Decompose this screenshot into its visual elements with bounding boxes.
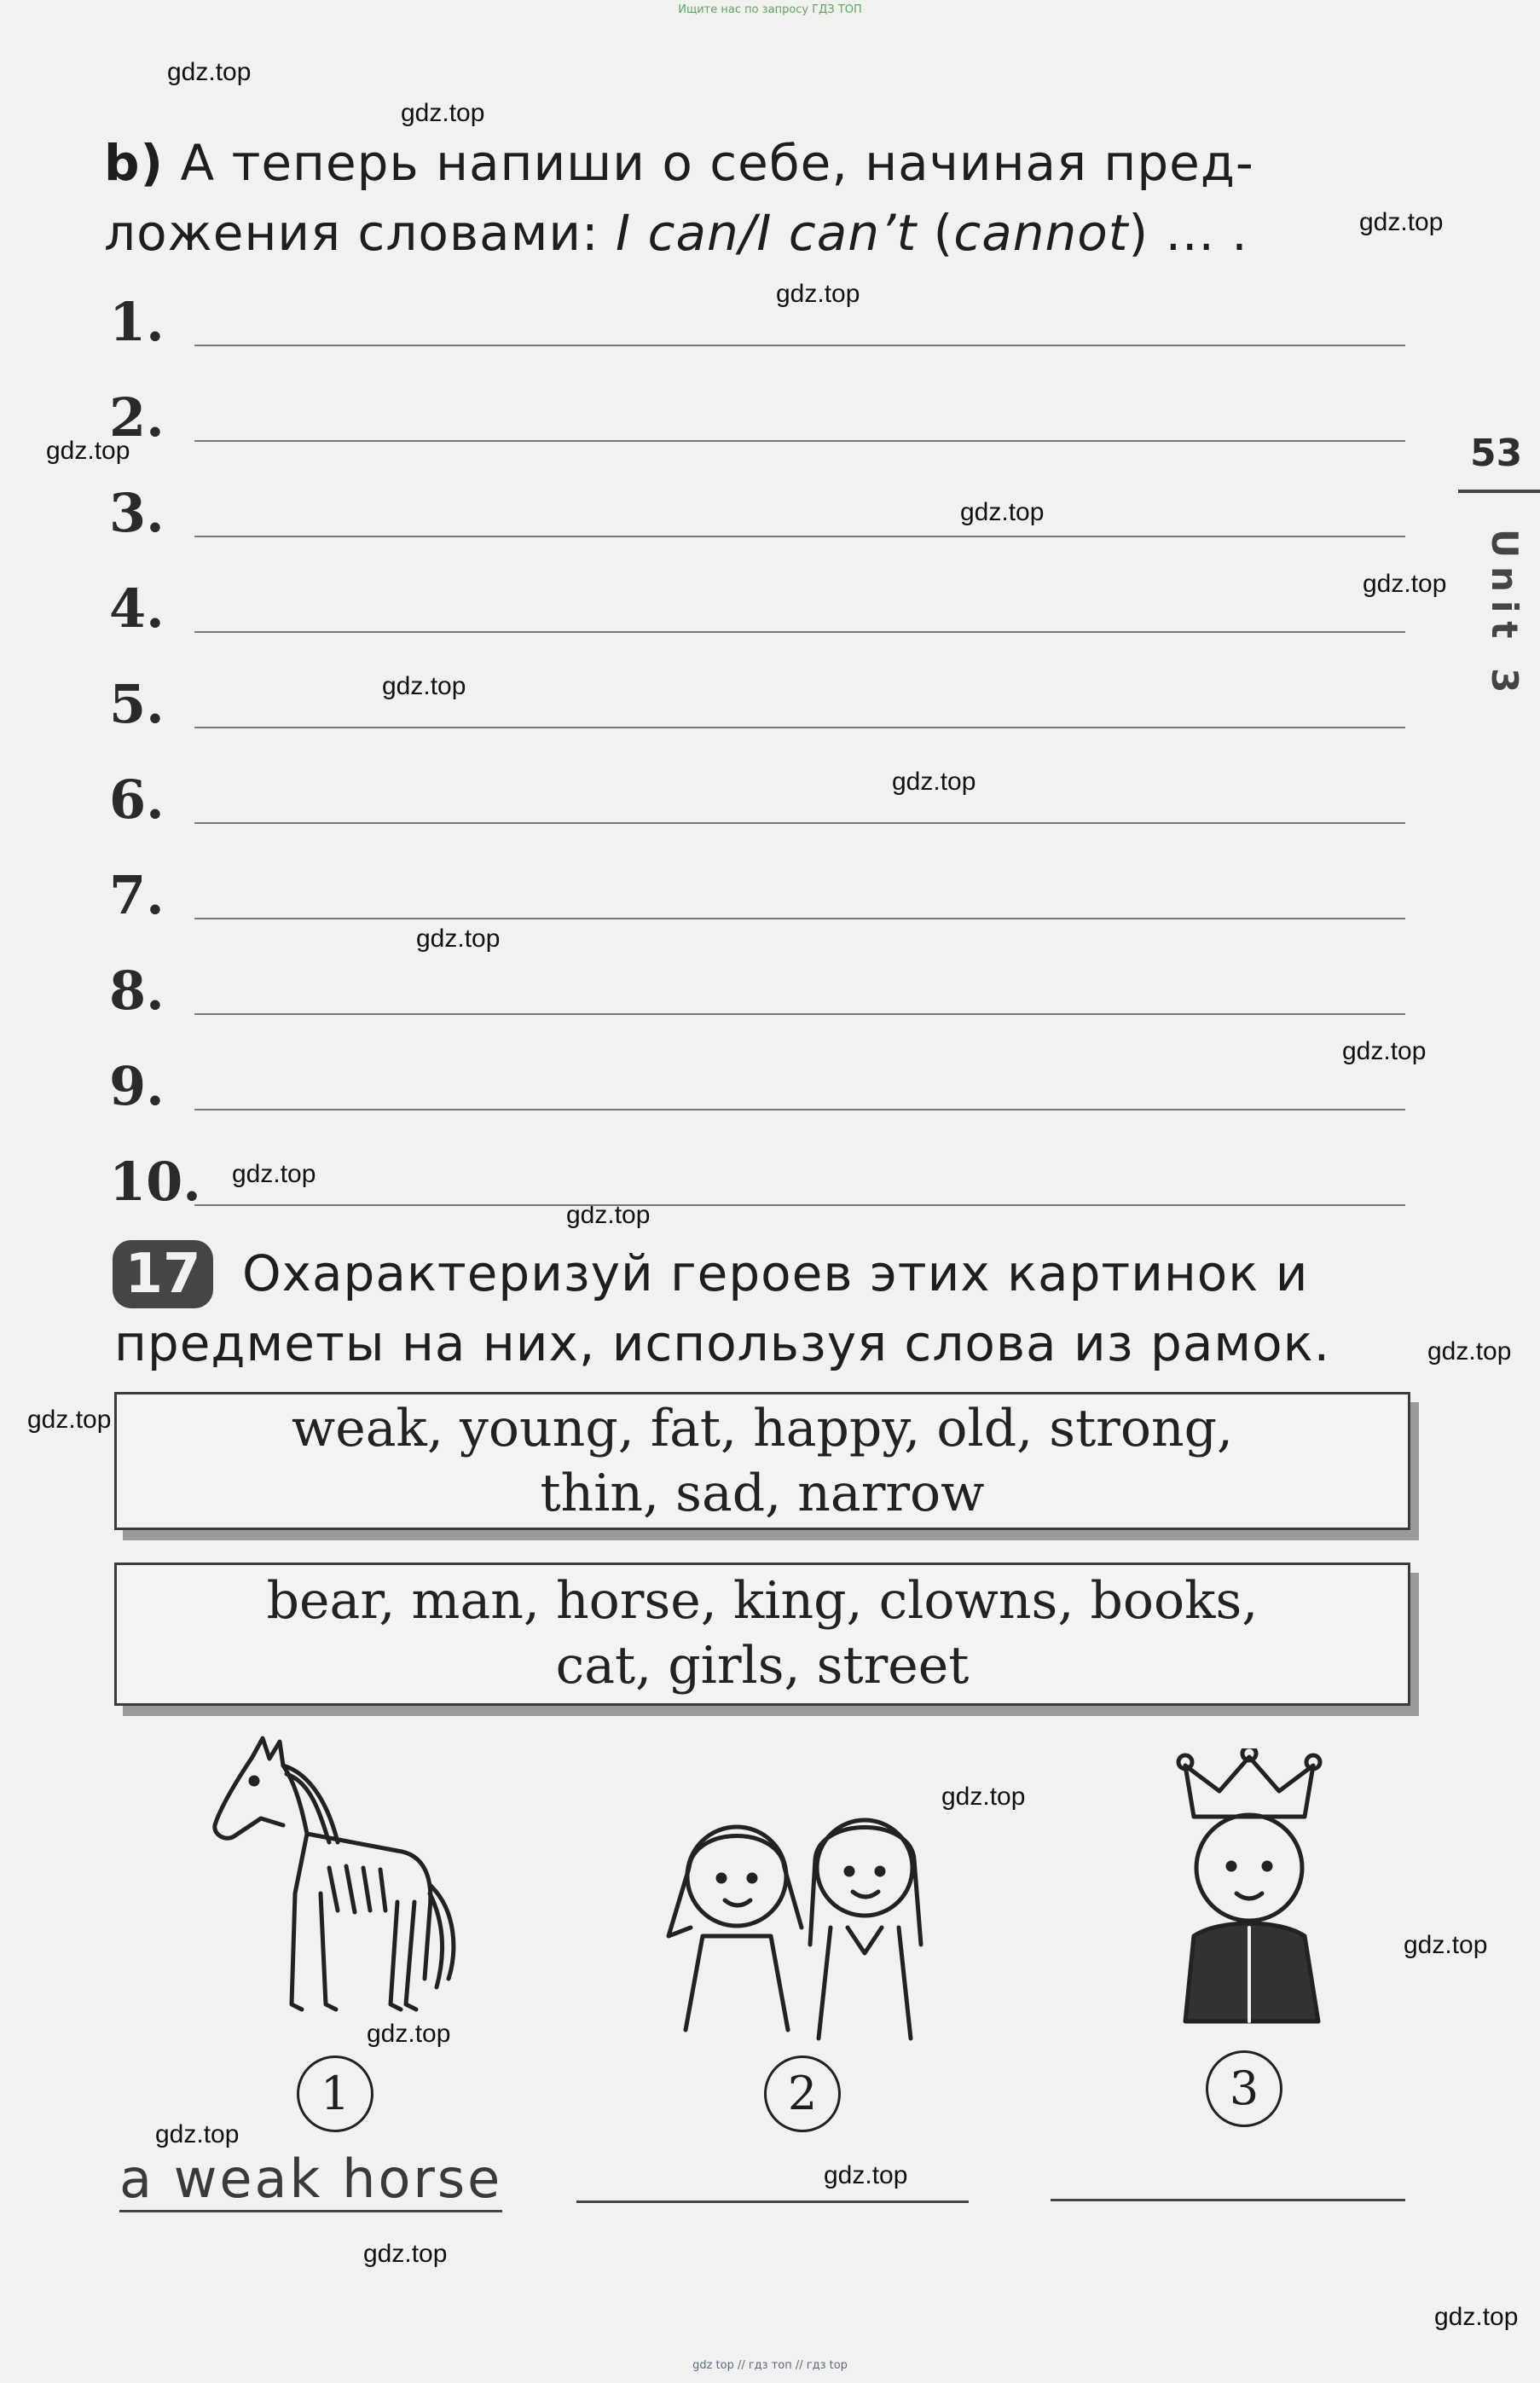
line-number: 4. [109,577,165,640]
picture-number-2: 2 [764,2055,841,2132]
watermark: gdz.top [363,2240,448,2268]
nouns-line: cat, girls, street [555,1636,970,1696]
line-number: 8. [109,960,165,1022]
adjectives-box [114,1392,1410,1530]
answer-line-3[interactable] [1051,2199,1405,2201]
line-rule [194,822,1405,824]
line-rule [194,918,1405,919]
page-number: 53 [1470,432,1523,475]
watermark: gdz.top [167,58,252,86]
watermark: gdz.top [824,2161,908,2189]
watermark: gdz.top [367,2020,451,2048]
writing-line[interactable] [109,1051,1405,1119]
task-17-instruction: Охарактеризуй героев этих картинок и предметы на них, используя слова из рамок. [114,1244,1331,1372]
page-number-rule [1458,490,1540,493]
watermark: gdz.top [892,768,976,796]
answer-example: a weak horse [119,2148,502,2212]
task-b-text: А теперь напиши о себе, начиная пред-ложения словами: [104,134,1254,262]
king-icon [1168,1748,1330,2030]
task-b-slash: / [738,204,757,262]
writing-line[interactable] [109,955,1405,1023]
line-rule [194,1013,1405,1015]
unit-label: Unit 3 [1484,529,1526,702]
bottom-banner: gdz top // гдз топ // гдз top [692,2359,848,2372]
task-b-paren-open: ( [917,204,954,262]
watermark: gdz.top [416,925,501,953]
line-rule [194,1109,1405,1110]
horse-icon [201,1723,474,2047]
line-rule [194,631,1405,633]
line-rule [194,536,1405,537]
watermark: gdz.top [382,672,466,700]
task-b-cannot: cannot [953,204,1129,262]
nouns-line: bear, man, horse, king, clowns, books, [266,1571,1259,1631]
watermark: gdz.top [776,280,860,308]
watermark: gdz.top [155,2120,240,2148]
line-number: 6. [109,768,165,831]
watermark: gdz.top [960,498,1045,526]
line-number: 1. [109,291,165,353]
task-b-i-cant: I can’t [756,204,918,262]
task-b-instruction [104,128,1417,268]
writing-line[interactable] [109,669,1405,737]
watermark: gdz.top [1359,208,1444,236]
watermark: gdz.top [566,1201,651,1229]
picture-number-3: 3 [1206,2050,1282,2127]
writing-line[interactable] [109,764,1405,832]
writing-line[interactable] [109,287,1405,355]
writing-line[interactable] [109,1146,1405,1215]
line-number: 5. [109,673,165,735]
watermark: gdz.top [46,437,130,465]
watermark: gdz.top [401,99,485,127]
line-number: 7. [109,864,165,926]
writing-line[interactable] [109,382,1405,450]
adjectives-line: weak, young, fat, happy, old, strong, [291,1399,1234,1458]
watermark: gdz.top [1342,1037,1427,1065]
answer-line-2[interactable] [576,2200,969,2203]
line-number: 2. [109,386,165,449]
task-b-i-can: I can [616,204,739,262]
writing-line[interactable] [109,478,1405,546]
nouns-box [114,1563,1410,1706]
line-rule [194,727,1405,728]
line-rule [194,1204,1405,1206]
line-number: 9. [109,1055,165,1117]
adjectives-line: thin, sad, narrow [540,1464,985,1523]
task-b-paren-close: ) ... . [1128,204,1248,262]
writing-line[interactable] [109,860,1405,928]
girls-icon [651,1800,958,2047]
watermark: gdz.top [1434,2303,1519,2331]
line-number: 10. [109,1151,201,1213]
task-number-badge: 17 [113,1240,213,1308]
watermark: gdz.top [1427,1337,1512,1365]
top-banner: Ищите нас по запросу ГДЗ ТОП [678,3,862,16]
watermark: gdz.top [1404,1931,1488,1959]
watermark: gdz.top [941,1783,1026,1811]
task-b-label: b) [104,134,165,192]
picture-number-1: 1 [297,2055,373,2132]
watermark: gdz.top [27,1406,112,1434]
line-rule [194,345,1405,346]
watermark: gdz.top [232,1160,316,1188]
line-rule [194,440,1405,442]
writing-line[interactable] [109,573,1405,641]
watermark: gdz.top [1363,570,1447,598]
line-number: 3. [109,482,165,544]
